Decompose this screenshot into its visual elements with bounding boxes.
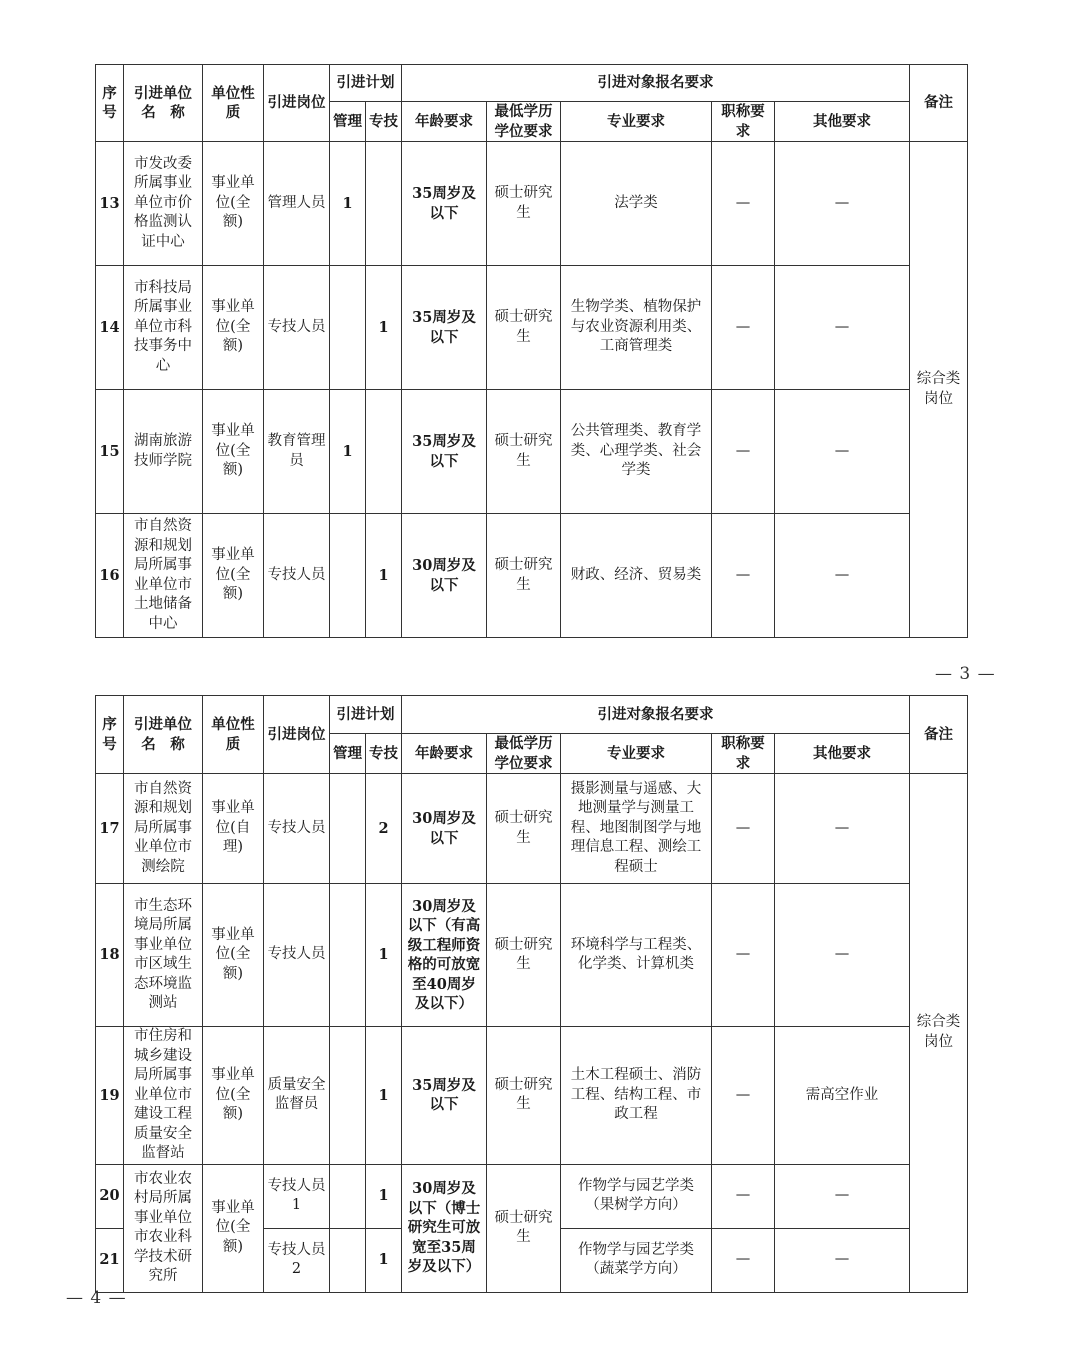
header-plan: 引进计划	[330, 696, 402, 734]
row-major: 作物学与园艺学类（果树学方向）	[561, 1164, 712, 1228]
header-requirements: 引进对象报名要求	[402, 65, 910, 102]
row-age: 30周岁及以下	[402, 774, 487, 884]
row-plan-mgmt	[330, 1164, 366, 1228]
row-age: 30周岁及以下（博士研究生可放宽至35周岁及以下）	[402, 1164, 487, 1292]
row-post: 管理人员	[264, 142, 330, 266]
row-seq: 20	[96, 1164, 124, 1228]
row-other: —	[775, 1228, 910, 1292]
row-unit-type: 事业单位(全额)	[203, 514, 264, 638]
row-major: 法学类	[561, 142, 712, 266]
header-requirements: 引进对象报名要求	[402, 696, 910, 734]
row-unit: 市生态环境局所属事业单位市区域生态环境监测站	[124, 884, 203, 1027]
row-post: 专技人员	[264, 774, 330, 884]
row-title: —	[712, 266, 775, 390]
recruitment-table-page-4	[95, 695, 968, 1293]
row-plan-mgmt	[330, 1228, 366, 1292]
header-plan-mgmt: 管理	[330, 734, 366, 774]
row-seq: 18	[96, 884, 124, 1027]
row-post: 专技人员2	[264, 1228, 330, 1292]
header-remark: 备注	[910, 65, 968, 142]
header-position: 引进岗位	[264, 696, 330, 774]
row-title: —	[712, 884, 775, 1027]
table-row	[96, 266, 968, 390]
row-unit: 市自然资源和规划局所属事业单位市测绘院	[124, 774, 203, 884]
header-position: 引进岗位	[264, 65, 330, 142]
row-edu: 硕士研究生	[487, 884, 561, 1027]
row-title: —	[712, 774, 775, 884]
row-plan-tech: 1	[366, 266, 402, 390]
row-unit: 市农业农村局所属事业单位市农业科学技术研究所	[124, 1164, 203, 1292]
row-unit: 市住房和城乡建设局所属事业单位市建设工程质量安全监督站	[124, 1027, 203, 1165]
row-major: 摄影测量与遥感、大地测量学与测量工程、地图制图学与地理信息工程、测绘工程硕士	[561, 774, 712, 884]
table-row	[96, 514, 968, 638]
row-edu: 硕士研究生	[487, 142, 561, 266]
row-age: 35周岁及以下	[402, 1027, 487, 1165]
row-plan-mgmt	[330, 774, 366, 884]
header-plan-mgmt: 管理	[330, 102, 366, 142]
row-plan-mgmt: 1	[330, 390, 366, 514]
header-unit-type: 单位性质	[203, 65, 264, 142]
row-post: 专技人员	[264, 884, 330, 1027]
table-row	[96, 390, 968, 514]
row-seq: 16	[96, 514, 124, 638]
row-seq: 14	[96, 266, 124, 390]
row-post: 专技人员1	[264, 1164, 330, 1228]
row-unit: 市科技局所属事业单位市科技事务中心	[124, 266, 203, 390]
row-seq: 21	[96, 1228, 124, 1292]
row-remark: 综合类岗位	[910, 142, 968, 638]
row-post: 专技人员	[264, 266, 330, 390]
header-age: 年龄要求	[402, 102, 487, 142]
row-post: 教育管理员	[264, 390, 330, 514]
row-unit: 湖南旅游技师学院	[124, 390, 203, 514]
row-title: —	[712, 390, 775, 514]
row-other: 需高空作业	[775, 1027, 910, 1165]
header-major: 专业要求	[561, 102, 712, 142]
header-unit-name: 引进单位名 称	[124, 696, 203, 774]
header-remark: 备注	[910, 696, 968, 774]
row-age: 35周岁及以下	[402, 266, 487, 390]
row-edu: 硕士研究生	[487, 1027, 561, 1165]
row-title: —	[712, 1027, 775, 1165]
row-plan-mgmt	[330, 266, 366, 390]
row-edu: 硕士研究生	[487, 774, 561, 884]
row-post: 质量安全监督员	[264, 1027, 330, 1165]
row-other: —	[775, 266, 910, 390]
row-edu: 硕士研究生	[487, 1164, 561, 1292]
row-edu: 硕士研究生	[487, 266, 561, 390]
row-edu: 硕士研究生	[487, 514, 561, 638]
row-major: 公共管理类、教育学类、心理学类、社会学类	[561, 390, 712, 514]
row-other: —	[775, 142, 910, 266]
table-row	[96, 142, 968, 266]
row-major: 环境科学与工程类、化学类、计算机类	[561, 884, 712, 1027]
header-plan-tech: 专技	[366, 734, 402, 774]
row-title: —	[712, 142, 775, 266]
header-edu: 最低学历学位要求	[487, 102, 561, 142]
row-other: —	[775, 1164, 910, 1228]
row-age: 35周岁及以下	[402, 142, 487, 266]
page-number-4: — 4 —	[66, 1288, 127, 1308]
row-seq: 19	[96, 1027, 124, 1165]
row-post: 专技人员	[264, 514, 330, 638]
page-number-3: — 3 —	[935, 664, 996, 684]
row-title: —	[712, 1228, 775, 1292]
row-unit-type: 事业单位(全额)	[203, 266, 264, 390]
header-other: 其他要求	[775, 734, 910, 774]
header-other: 其他要求	[775, 102, 910, 142]
table-row	[96, 884, 968, 1027]
row-plan-mgmt	[330, 514, 366, 638]
row-major: 作物学与园艺学类（蔬菜学方向）	[561, 1228, 712, 1292]
header-plan-tech: 专技	[366, 102, 402, 142]
row-other: —	[775, 884, 910, 1027]
row-plan-tech: 1	[366, 884, 402, 1027]
row-unit-type: 事业单位(自理)	[203, 774, 264, 884]
table-row	[96, 774, 968, 884]
header-seq: 序号	[96, 696, 124, 774]
header-unit-name: 引进单位名 称	[124, 65, 203, 142]
header-plan: 引进计划	[330, 65, 402, 102]
header-major: 专业要求	[561, 734, 712, 774]
table-row	[96, 1164, 968, 1228]
header-unit-type: 单位性质	[203, 696, 264, 774]
header-title: 职称要求	[712, 102, 775, 142]
row-other: —	[775, 774, 910, 884]
row-plan-tech	[366, 142, 402, 266]
row-seq: 15	[96, 390, 124, 514]
row-plan-tech: 2	[366, 774, 402, 884]
row-edu: 硕士研究生	[487, 390, 561, 514]
row-plan-tech: 1	[366, 1228, 402, 1292]
row-other: —	[775, 390, 910, 514]
row-seq: 13	[96, 142, 124, 266]
row-title: —	[712, 1164, 775, 1228]
row-seq: 17	[96, 774, 124, 884]
row-remark: 综合类岗位	[910, 774, 968, 1293]
row-major: 土木工程硕士、消防工程、结构工程、市政工程	[561, 1027, 712, 1165]
row-unit-type: 事业单位(全额)	[203, 1027, 264, 1165]
header-title: 职称要求	[712, 734, 775, 774]
row-other: —	[775, 514, 910, 638]
row-age: 30周岁及以下	[402, 514, 487, 638]
row-major: 财政、经济、贸易类	[561, 514, 712, 638]
header-edu: 最低学历学位要求	[487, 734, 561, 774]
header-age: 年龄要求	[402, 734, 487, 774]
row-title: —	[712, 514, 775, 638]
row-plan-tech: 1	[366, 1164, 402, 1228]
row-plan-tech: 1	[366, 514, 402, 638]
row-unit-type: 事业单位(全额)	[203, 1164, 264, 1292]
row-unit: 市自然资源和规划局所属事业单位市土地储备中心	[124, 514, 203, 638]
recruitment-table-page-3	[95, 64, 968, 638]
row-plan-mgmt	[330, 884, 366, 1027]
header-seq: 序号	[96, 65, 124, 142]
row-unit: 市发改委所属事业单位市价格监测认证中心	[124, 142, 203, 266]
row-plan-tech: 1	[366, 1027, 402, 1165]
table-row	[96, 1027, 968, 1165]
row-age: 35周岁及以下	[402, 390, 487, 514]
row-plan-tech	[366, 390, 402, 514]
row-plan-mgmt: 1	[330, 142, 366, 266]
row-major: 生物学类、植物保护与农业资源利用类、工商管理类	[561, 266, 712, 390]
row-unit-type: 事业单位(全额)	[203, 142, 264, 266]
row-age: 30周岁及以下（有高级工程师资格的可放宽至40周岁及以下）	[402, 884, 487, 1027]
row-unit-type: 事业单位(全额)	[203, 884, 264, 1027]
row-plan-mgmt	[330, 1027, 366, 1165]
row-unit-type: 事业单位(全额)	[203, 390, 264, 514]
